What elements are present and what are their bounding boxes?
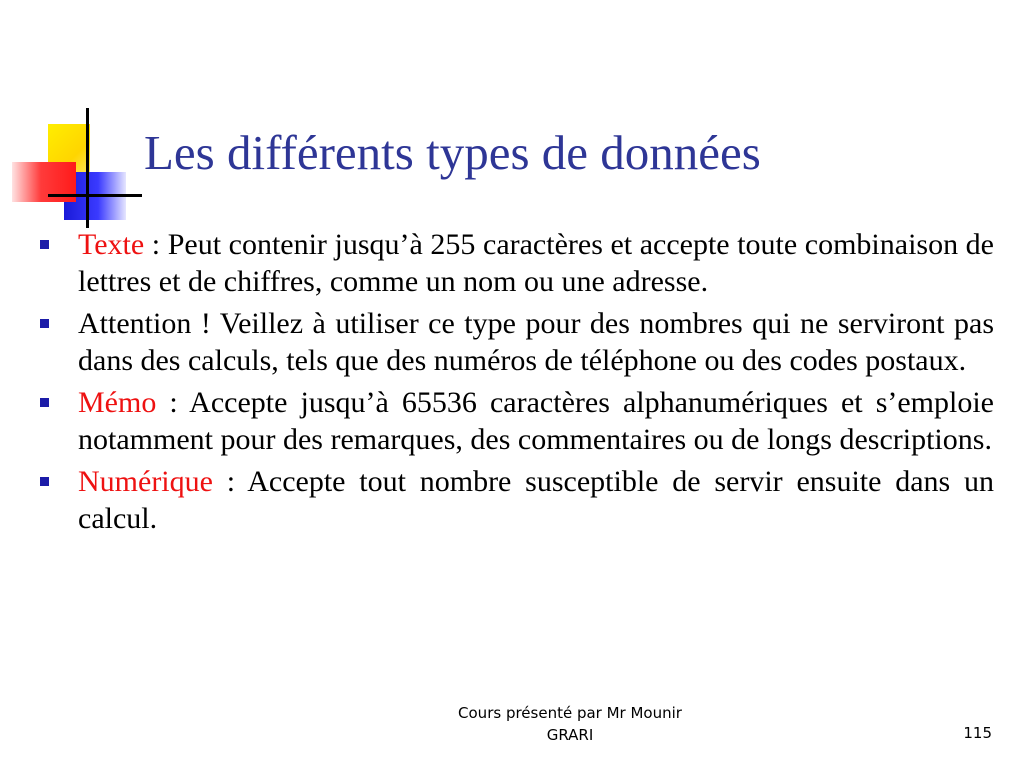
logo-horizontal-line	[48, 194, 142, 197]
bullet-square-icon	[40, 319, 49, 328]
bullet-text: : Peut contenir jusqu’à 255 caractères et accepte toute combinaison de lettres et de chiffres, comme un nom ou une adresse.	[78, 228, 994, 298]
footer-line-2: GRARI	[546, 726, 594, 744]
slide-title: Les différents types de données	[144, 125, 761, 180]
bullet-square-icon	[40, 477, 49, 486]
bullet-square-icon	[40, 240, 49, 249]
bullet-list	[40, 226, 994, 542]
bullet-term: Attention !	[78, 307, 211, 340]
bullet-text: : Accepte jusqu’à 65536 caractères alphanumériques et s’emploie notamment pour des remarques, des commentaires ou de longs descriptions.	[78, 386, 994, 456]
bullet-item-numerique	[40, 463, 994, 537]
bullet-item-memo	[40, 384, 994, 458]
bullet-item-attention	[40, 305, 994, 379]
bullet-text: Veillez à utiliser ce type pour des nombres qui ne serviront pas dans des calculs, tels que des numéros de téléphone ou des codes postaux.	[78, 307, 994, 377]
bullet-term: Texte	[78, 228, 145, 261]
bullet-term: Numérique	[78, 465, 213, 498]
logo-vertical-line	[86, 108, 89, 228]
bullet-square-icon	[40, 398, 49, 407]
page-number: 115	[963, 724, 992, 742]
bullet-term: Mémo	[78, 386, 157, 419]
footer-line-1: Cours présenté par Mr Mounir	[458, 704, 682, 722]
bullet-item-texte	[40, 226, 994, 300]
decorative-logo	[12, 108, 142, 228]
footer-credit	[420, 702, 720, 746]
bullet-text: : Accepte tout nombre susceptible de servir ensuite dans un calcul.	[78, 465, 994, 535]
